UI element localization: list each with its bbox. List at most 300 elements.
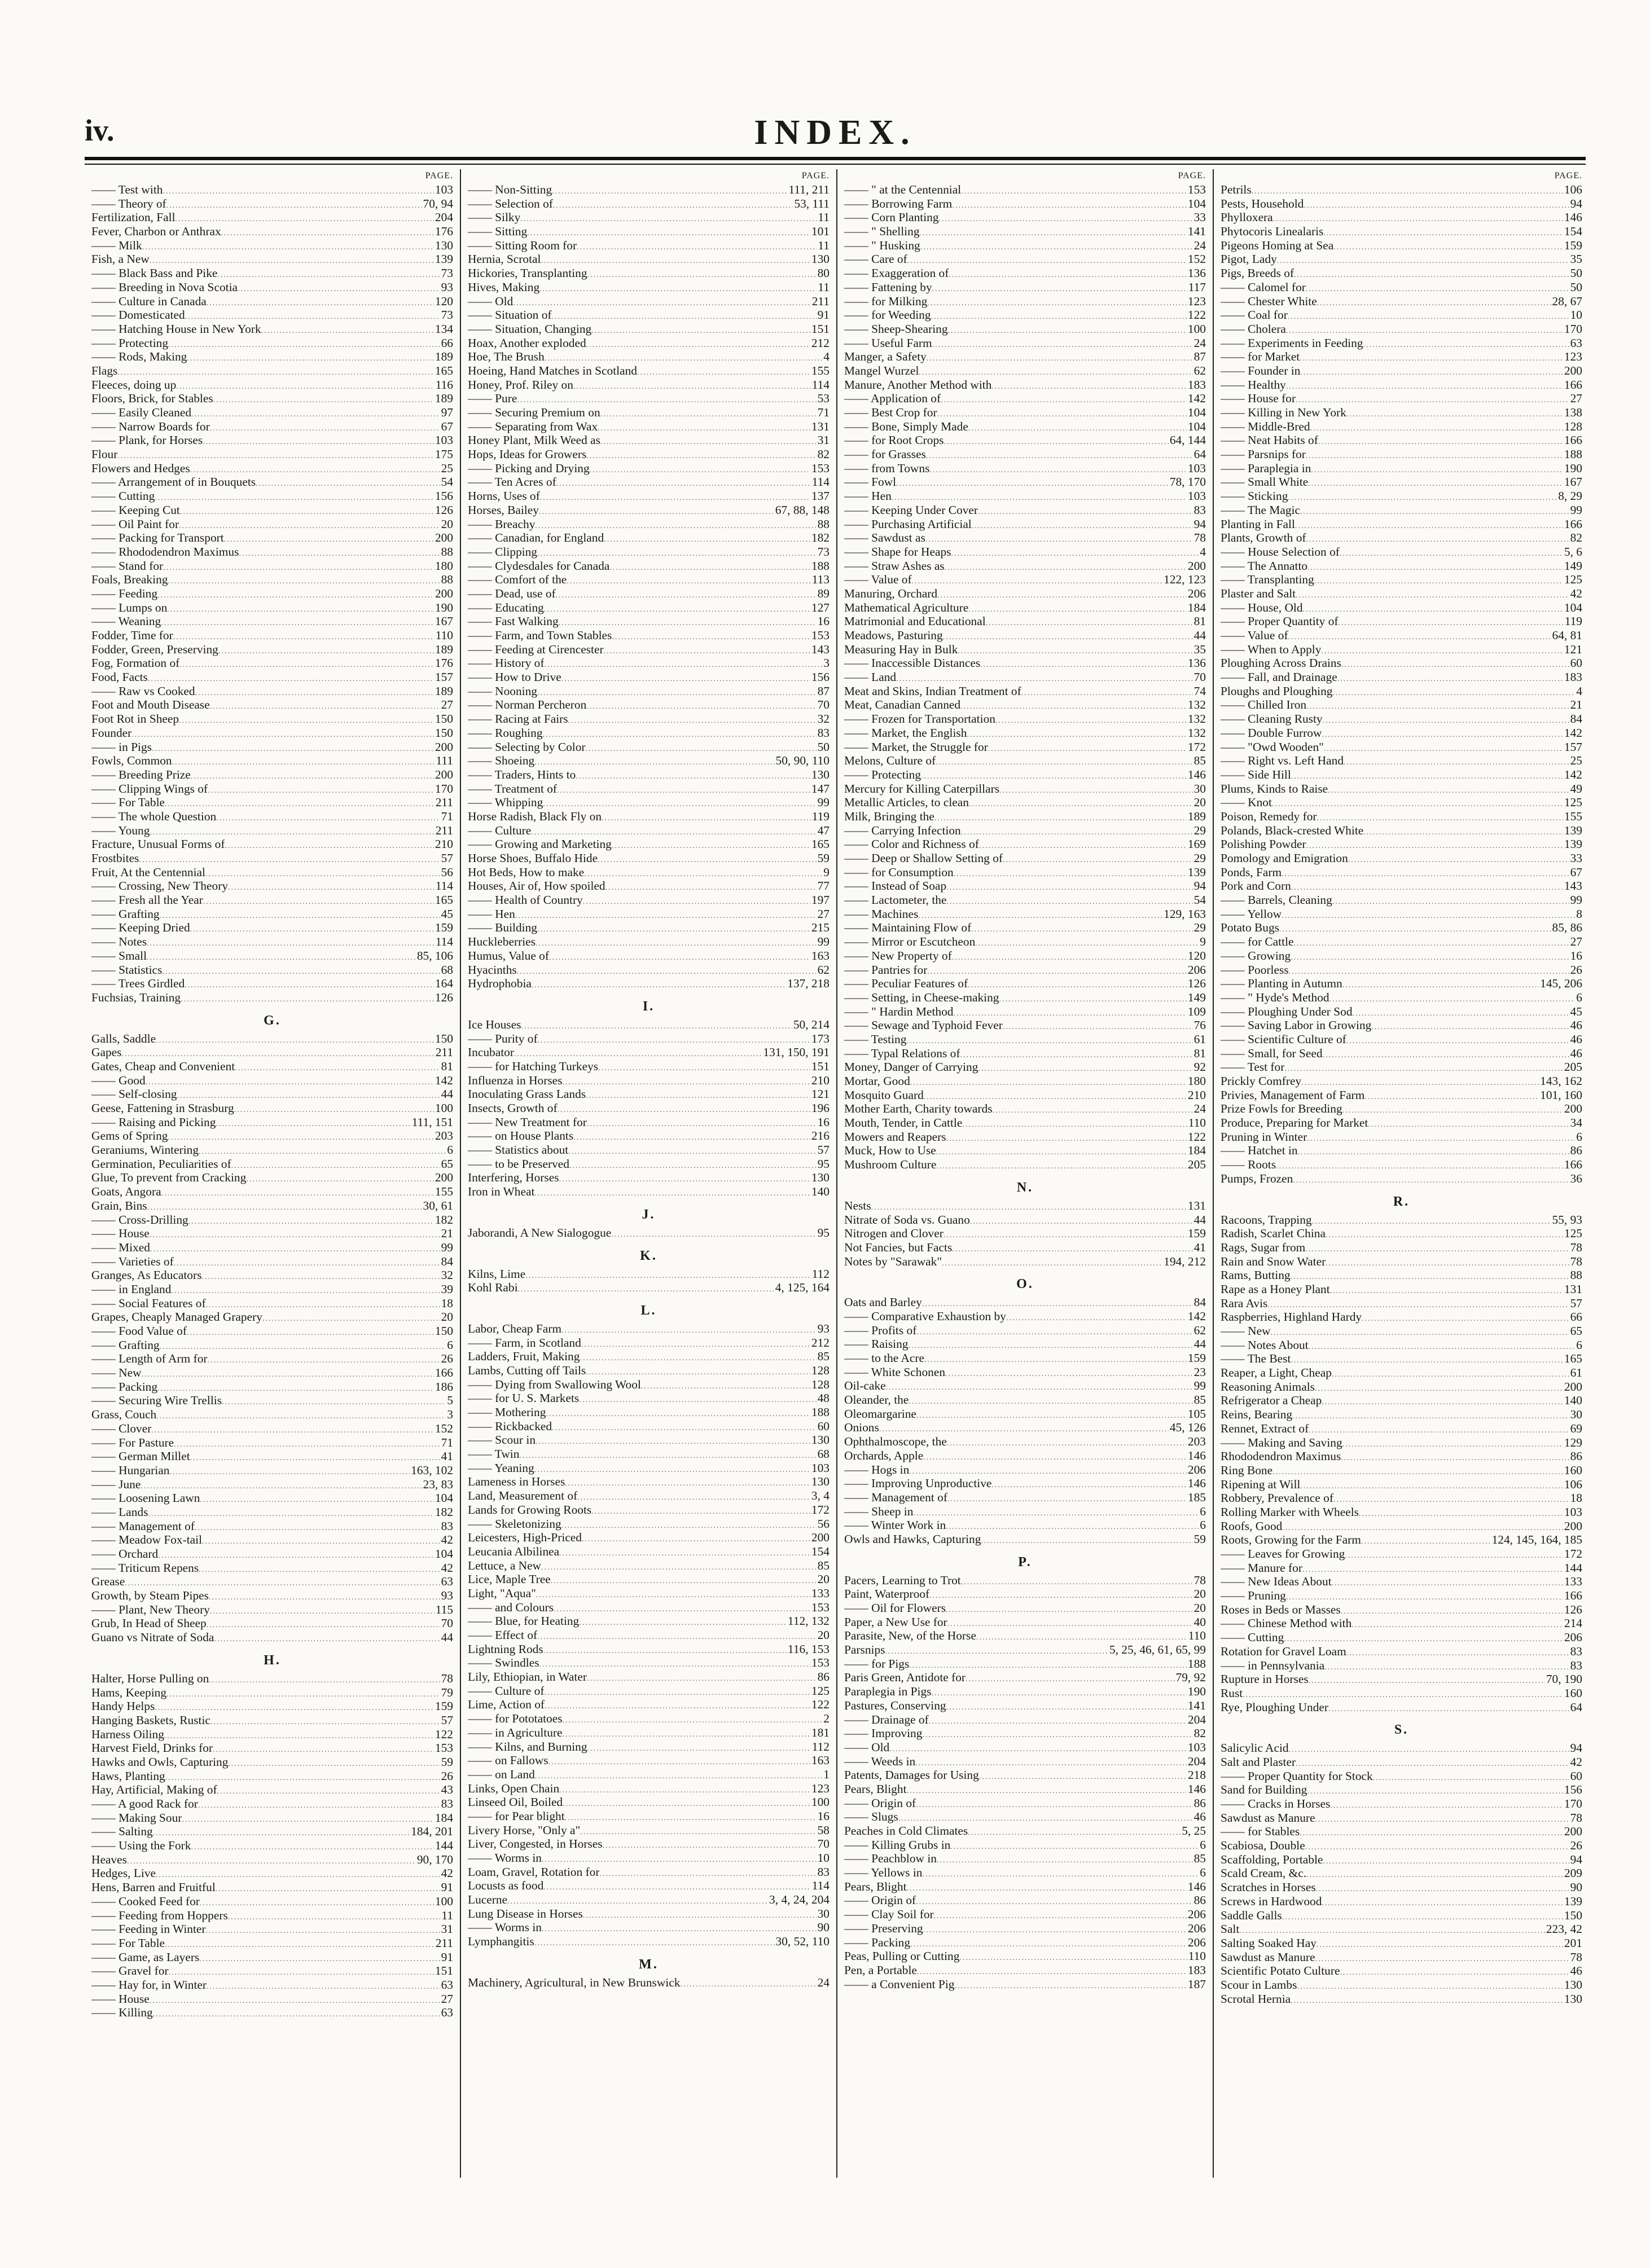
index-entry bbox=[1221, 308, 1582, 322]
index-entry bbox=[91, 461, 453, 476]
entry-page: 11 bbox=[818, 238, 830, 252]
entry-page: 125 bbox=[1564, 1227, 1582, 1241]
entry-page: 146 bbox=[1187, 1476, 1206, 1491]
entry-page: 125 bbox=[811, 1684, 830, 1698]
dot-leader bbox=[1291, 1271, 1569, 1282]
entry-page: 173 bbox=[811, 1031, 830, 1045]
index-entry bbox=[1221, 447, 1582, 461]
dot-leader bbox=[1006, 1312, 1187, 1324]
entry-title: —— to the Acre bbox=[844, 1351, 924, 1365]
entry-title: Growth, by Steam Pipes bbox=[91, 1589, 209, 1603]
entry-title: Ice Houses bbox=[468, 1017, 521, 1031]
dot-leader bbox=[976, 1631, 1187, 1643]
section-letter: R. bbox=[1393, 1194, 1410, 1209]
entry-title: Meadows, Pasturing bbox=[844, 628, 943, 642]
index-entry bbox=[91, 1699, 453, 1713]
entry-title: —— " Hardin Method bbox=[844, 1004, 954, 1018]
index-entry bbox=[468, 879, 830, 893]
dot-leader bbox=[579, 1394, 816, 1405]
entry-title: Hens, Barren and Fruitful bbox=[91, 1880, 216, 1895]
dot-leader bbox=[176, 380, 434, 392]
entry-page: 49 bbox=[1570, 781, 1582, 795]
dot-leader bbox=[1316, 1883, 1569, 1895]
entry-page: 211 bbox=[435, 1936, 453, 1950]
dot-leader bbox=[559, 1547, 810, 1559]
dot-leader bbox=[540, 491, 810, 503]
index-entry bbox=[844, 837, 1206, 851]
entry-title: Milk, Bringing the bbox=[844, 809, 934, 823]
dot-leader bbox=[180, 506, 434, 517]
dot-leader bbox=[158, 1549, 434, 1561]
dot-leader bbox=[558, 1104, 810, 1115]
entry-page: 114 bbox=[811, 1879, 830, 1893]
entry-page: 63 bbox=[1570, 336, 1582, 350]
dot-leader bbox=[951, 547, 1199, 559]
entry-page: 27 bbox=[1570, 935, 1582, 949]
dot-leader bbox=[148, 1507, 434, 1519]
entry-title: Liver, Congested, in Horses bbox=[468, 1837, 603, 1851]
dot-leader bbox=[544, 658, 822, 670]
entry-title: Mowers and Reapers bbox=[844, 1129, 946, 1144]
dot-leader bbox=[150, 826, 434, 838]
entry-title: Pomology and Emigration bbox=[1221, 851, 1348, 865]
entry-title: Hoeing, Hand Matches in Scotland bbox=[468, 363, 638, 377]
index-entry bbox=[91, 517, 453, 531]
index-entry bbox=[91, 1825, 453, 1839]
index-entry bbox=[91, 210, 453, 225]
index-entry bbox=[1221, 824, 1582, 838]
entry-title: —— Pruning bbox=[1221, 1589, 1286, 1603]
entry-page: 20 bbox=[817, 1628, 830, 1642]
entry-title: Not Fancies, but Facts bbox=[844, 1240, 953, 1254]
entry-title: Peaches in Cold Climates bbox=[844, 1824, 968, 1838]
dot-leader bbox=[539, 283, 817, 295]
entry-title: Hydrophobia bbox=[468, 977, 532, 991]
entry-page: 1 bbox=[823, 1767, 830, 1781]
index-entry bbox=[468, 308, 830, 322]
dot-leader bbox=[1279, 923, 1551, 935]
entry-page: 44 bbox=[1193, 628, 1206, 642]
entry-title: Nests bbox=[844, 1198, 871, 1212]
entry-page: 120 bbox=[435, 294, 453, 308]
entry-title: —— Feeding from Hoppers bbox=[91, 1908, 228, 1922]
index-entry bbox=[1221, 489, 1582, 503]
entry-page: 212 bbox=[811, 1335, 830, 1350]
entry-title: —— Situation, Changing bbox=[468, 322, 592, 336]
entry-page: 128 bbox=[811, 1377, 830, 1391]
dot-leader bbox=[1304, 199, 1569, 211]
dot-leader bbox=[161, 1187, 434, 1199]
entry-title: Pigeons Homing at Sea bbox=[1221, 238, 1334, 252]
index-entry bbox=[1221, 1645, 1582, 1659]
entry-title: Leucania Albilinea bbox=[468, 1544, 560, 1558]
entry-page: 93 bbox=[441, 1589, 453, 1603]
entry-title: Salt and Plaster bbox=[1221, 1755, 1296, 1769]
entry-title: —— Lumps on bbox=[91, 600, 168, 614]
dot-leader bbox=[1322, 1897, 1563, 1909]
entry-page: 97 bbox=[441, 406, 453, 419]
index-entry bbox=[844, 252, 1206, 266]
index-entry bbox=[844, 879, 1206, 893]
entry-page: 43 bbox=[441, 1783, 453, 1797]
entry-page: 67, 88, 148 bbox=[775, 503, 830, 517]
entry-page: 4 bbox=[823, 350, 830, 364]
entry-page: 57 bbox=[817, 1143, 830, 1157]
entry-title: —— Manure for bbox=[1221, 1561, 1302, 1575]
dot-leader bbox=[605, 881, 817, 893]
dot-leader bbox=[947, 1493, 1187, 1505]
dot-leader bbox=[543, 1881, 810, 1893]
index-entry bbox=[468, 1143, 830, 1157]
entry-title: Hops, Ideas for Growers bbox=[468, 447, 587, 461]
index-entry bbox=[1221, 531, 1582, 545]
index-entry bbox=[1221, 614, 1582, 628]
entry-title: Rain and Snow Water bbox=[1221, 1254, 1326, 1268]
dot-leader bbox=[168, 575, 440, 587]
entry-page: 70 bbox=[1193, 670, 1206, 684]
dot-leader bbox=[910, 1076, 1187, 1088]
index-entry bbox=[1221, 1047, 1582, 1061]
entry-page: 140 bbox=[1564, 1394, 1582, 1408]
index-entry bbox=[1221, 183, 1582, 197]
entry-page: 88 bbox=[817, 517, 830, 531]
dot-leader bbox=[948, 324, 1187, 336]
entry-page: 18 bbox=[441, 1296, 453, 1310]
index-entry bbox=[91, 1616, 453, 1630]
index-entry bbox=[91, 1686, 453, 1700]
entry-page: 121 bbox=[1564, 642, 1582, 656]
dot-leader bbox=[553, 199, 793, 211]
entry-page: 130 bbox=[811, 1433, 830, 1447]
dot-leader bbox=[1315, 1813, 1569, 1825]
entry-title: —— Sheep in bbox=[844, 1504, 914, 1518]
dot-leader bbox=[981, 1535, 1192, 1546]
index-entry bbox=[468, 601, 830, 615]
index-entry bbox=[468, 1935, 830, 1949]
dot-leader bbox=[544, 1686, 810, 1698]
entry-title: Ring Bone bbox=[1221, 1463, 1273, 1477]
entry-page: 92 bbox=[1193, 1060, 1206, 1074]
entry-page: 86 bbox=[1570, 1449, 1582, 1463]
entry-page: 44 bbox=[1193, 1337, 1206, 1351]
dot-leader bbox=[931, 1687, 1186, 1699]
entry-title: —— Chinese Method with bbox=[1221, 1616, 1352, 1630]
dot-leader bbox=[551, 1575, 817, 1586]
dot-leader bbox=[968, 1826, 1181, 1838]
entry-page: 59 bbox=[817, 851, 830, 865]
entry-page: 187 bbox=[1187, 1977, 1206, 1991]
section-letter: S. bbox=[1394, 1722, 1409, 1738]
index-entry bbox=[468, 824, 830, 838]
index-entry bbox=[468, 322, 830, 336]
dot-leader bbox=[602, 812, 811, 824]
entry-title: Rennet, Extract of bbox=[1221, 1421, 1309, 1435]
dot-leader bbox=[1296, 589, 1569, 601]
index-entry bbox=[844, 197, 1206, 211]
entry-page: 54 bbox=[1193, 893, 1206, 907]
index-entry bbox=[844, 1671, 1206, 1685]
index-entry bbox=[844, 698, 1206, 712]
index-entry bbox=[91, 1101, 453, 1115]
entry-page: 134 bbox=[435, 322, 453, 336]
index-entry bbox=[1221, 949, 1582, 963]
dot-leader bbox=[520, 213, 817, 225]
entry-title: —— How to Drive bbox=[468, 670, 561, 684]
entry-page: 78 bbox=[1570, 1240, 1582, 1254]
dot-leader bbox=[171, 1285, 440, 1296]
dot-leader bbox=[217, 1785, 440, 1797]
dot-leader bbox=[234, 1104, 434, 1115]
index-entry bbox=[468, 1531, 830, 1545]
entry-title: —— Twin bbox=[468, 1447, 520, 1461]
entry-title: Mother Earth, Charity towards bbox=[844, 1102, 993, 1116]
index-entry bbox=[91, 1074, 453, 1088]
index-entry bbox=[1221, 1616, 1582, 1630]
index-entry bbox=[91, 1839, 453, 1853]
entry-title: —— Test for bbox=[1221, 1060, 1285, 1074]
entry-page: 64 bbox=[1570, 1700, 1582, 1714]
entry-page: 70, 94 bbox=[423, 196, 453, 210]
dot-leader bbox=[1359, 1507, 1563, 1519]
entry-page: 143 bbox=[1564, 879, 1582, 893]
entry-title: —— New Treatment for bbox=[468, 1115, 587, 1129]
entry-title: —— Winter Work in bbox=[844, 1518, 946, 1532]
index-entry bbox=[468, 810, 830, 824]
dot-leader bbox=[923, 1451, 1187, 1463]
entry-page: 159 bbox=[1187, 1351, 1206, 1365]
entry-page: 84 bbox=[1570, 712, 1582, 726]
index-entry bbox=[1221, 1449, 1582, 1463]
entry-page: 104 bbox=[435, 1491, 453, 1505]
dot-leader bbox=[205, 868, 440, 880]
entry-title: Machinery, Agricultural, in New Brunswick bbox=[468, 1975, 681, 1989]
entry-title: —— Game, as Layers bbox=[91, 1950, 200, 1964]
entry-page: 68 bbox=[817, 1447, 830, 1461]
entry-page: 142 bbox=[435, 1073, 453, 1087]
index-entry bbox=[468, 1226, 830, 1240]
entry-title: Rust bbox=[1221, 1686, 1243, 1700]
index-entry bbox=[1221, 1895, 1582, 1909]
entry-title: Sand for Building bbox=[1221, 1783, 1307, 1797]
entry-page: 139 bbox=[435, 252, 453, 266]
entry-title: —— Neat Habits of bbox=[1221, 433, 1318, 447]
dot-leader bbox=[925, 533, 1193, 545]
dot-leader bbox=[988, 742, 1187, 754]
entry-page: 100 bbox=[811, 1795, 830, 1809]
entry-page: 164 bbox=[435, 977, 453, 991]
dot-leader bbox=[152, 742, 434, 754]
entry-page: 81 bbox=[1193, 614, 1206, 628]
entry-page: 91 bbox=[817, 308, 830, 322]
index-entry bbox=[91, 1352, 453, 1366]
entry-title: Gapes bbox=[91, 1045, 122, 1060]
entry-title: Manger, a Safety bbox=[844, 350, 927, 364]
entry-title: Rape as a Honey Plant bbox=[1221, 1282, 1330, 1296]
index-entry bbox=[844, 1476, 1206, 1491]
index-entry bbox=[91, 489, 453, 503]
dot-leader bbox=[1267, 1299, 1569, 1311]
entry-title: —— Right vs. Left Hand bbox=[1221, 754, 1344, 768]
entry-page: 112 bbox=[811, 1267, 830, 1281]
entry-title: —— Raw vs Cooked bbox=[91, 684, 195, 698]
dot-leader bbox=[174, 1438, 440, 1450]
entry-title: —— Narrow Boards for bbox=[91, 419, 210, 433]
index-entry bbox=[91, 1157, 453, 1171]
entry-title: Hams, Keeping bbox=[91, 1685, 167, 1699]
dot-leader bbox=[1276, 1160, 1563, 1172]
dot-leader bbox=[641, 1380, 810, 1392]
index-entry bbox=[91, 1936, 453, 1950]
index-entry bbox=[1221, 420, 1582, 434]
entry-title: Lung Disease in Horses bbox=[468, 1906, 583, 1920]
dot-leader bbox=[583, 1909, 817, 1921]
entry-title: —— Sitting bbox=[468, 225, 528, 239]
entry-title: —— Saving Labor in Growing bbox=[1221, 1018, 1372, 1032]
entry-title: —— Inaccessible Distances bbox=[844, 656, 981, 670]
entry-title: —— Hatchet in bbox=[1221, 1144, 1298, 1158]
index-entry bbox=[1221, 1296, 1582, 1311]
entry-title: —— Whipping bbox=[468, 795, 543, 810]
entry-title: —— Swindles bbox=[468, 1656, 539, 1670]
entry-title: —— House bbox=[91, 1992, 150, 2006]
entry-title: —— Scientific Culture of bbox=[1221, 1032, 1346, 1046]
index-entry bbox=[91, 893, 453, 907]
dot-leader bbox=[179, 520, 440, 531]
dot-leader bbox=[1307, 561, 1563, 573]
index-entry bbox=[844, 336, 1206, 350]
entry-title: —— Land bbox=[844, 670, 897, 684]
index-entry bbox=[1221, 1659, 1582, 1673]
entry-page: 44 bbox=[441, 1087, 453, 1101]
dot-leader bbox=[611, 1228, 816, 1240]
entry-title: Paper, a New Use for bbox=[844, 1615, 947, 1629]
entry-title: —— Growing and Marketing bbox=[468, 837, 612, 851]
entry-title: —— for Pigs bbox=[844, 1656, 910, 1671]
dot-leader bbox=[187, 352, 434, 364]
entry-title: Screws in Hardwood bbox=[1221, 1894, 1322, 1908]
dot-leader bbox=[121, 1048, 434, 1060]
entry-page: 6 bbox=[1576, 1338, 1582, 1352]
index-entry bbox=[844, 601, 1206, 615]
entry-page: 214 bbox=[1564, 1616, 1582, 1630]
dot-leader bbox=[147, 1201, 422, 1213]
index-entry bbox=[468, 1378, 830, 1392]
dot-leader bbox=[1323, 1855, 1569, 1867]
dot-leader bbox=[946, 1520, 1199, 1532]
dot-leader bbox=[967, 728, 1186, 740]
index-entry bbox=[91, 1713, 453, 1728]
index-entry bbox=[91, 1449, 453, 1463]
index-entry bbox=[468, 573, 830, 587]
dot-leader bbox=[167, 603, 434, 615]
entry-page: 62 bbox=[1193, 363, 1206, 377]
dot-leader bbox=[1351, 1619, 1563, 1630]
index-entry bbox=[1221, 322, 1582, 336]
entry-title: —— Paraplegia in bbox=[1221, 461, 1311, 475]
entry-page: 99 bbox=[1193, 1379, 1206, 1393]
index-entry bbox=[1221, 1811, 1582, 1825]
entry-page: 186 bbox=[435, 1379, 453, 1394]
entry-title: —— Grafting bbox=[91, 1338, 160, 1352]
entry-title: —— Application of bbox=[844, 392, 941, 406]
dot-leader bbox=[206, 1299, 440, 1311]
dot-leader bbox=[1300, 1827, 1563, 1839]
dot-leader bbox=[1284, 1633, 1563, 1645]
entry-title: —— The Best bbox=[1221, 1352, 1291, 1366]
index-entry bbox=[844, 1518, 1206, 1532]
entry-title: Planting in Fall bbox=[1221, 517, 1295, 531]
index-entry bbox=[468, 1782, 830, 1796]
index-entry bbox=[468, 1823, 830, 1838]
header-rule-thick bbox=[85, 157, 1586, 160]
entry-title: Fruit, At the Centennial bbox=[91, 865, 205, 879]
entry-page: 20 bbox=[441, 517, 453, 531]
entry-title: —— Norman Percheron bbox=[468, 698, 587, 712]
index-entry bbox=[468, 893, 830, 907]
index-entry bbox=[1221, 1018, 1582, 1032]
entry-title: —— For Table bbox=[91, 795, 165, 810]
index-entry bbox=[468, 614, 830, 628]
entry-page: 165 bbox=[435, 893, 453, 907]
index-entry bbox=[844, 1810, 1206, 1824]
index-entry bbox=[91, 1561, 453, 1575]
index-entry bbox=[1221, 1478, 1582, 1492]
entry-title: —— from Towns bbox=[844, 461, 930, 475]
dot-leader bbox=[1333, 241, 1563, 253]
entry-page: 132 bbox=[1187, 712, 1206, 726]
index-entry bbox=[844, 1407, 1206, 1421]
dot-leader bbox=[892, 491, 1187, 503]
entry-page: 45 bbox=[1570, 1004, 1582, 1018]
index-entry bbox=[91, 447, 453, 461]
dot-leader bbox=[946, 1603, 1193, 1615]
dot-leader bbox=[1294, 937, 1569, 949]
entry-page: 157 bbox=[435, 670, 453, 684]
dot-leader bbox=[946, 1132, 1187, 1144]
dot-leader bbox=[163, 561, 434, 573]
entry-page: 50 bbox=[1570, 266, 1582, 280]
entry-page: 93 bbox=[441, 280, 453, 294]
entry-page: 128 bbox=[811, 1363, 830, 1377]
dot-leader bbox=[1284, 1062, 1563, 1074]
entry-title: Pests, Household bbox=[1221, 196, 1304, 210]
entry-title: —— Nooning bbox=[468, 684, 537, 698]
dot-leader bbox=[975, 937, 1199, 949]
entry-title: Grease bbox=[91, 1575, 125, 1589]
entry-page: 103 bbox=[1187, 489, 1206, 503]
index-entry bbox=[844, 1629, 1206, 1643]
entry-page: 122 bbox=[1187, 308, 1206, 322]
entry-page: 64 bbox=[1193, 447, 1206, 461]
index-entry bbox=[1221, 587, 1582, 601]
entry-page: 156 bbox=[1564, 1783, 1582, 1797]
dot-leader bbox=[1286, 380, 1563, 392]
dot-leader bbox=[552, 310, 817, 322]
index-entry bbox=[1221, 406, 1582, 420]
entry-page: 146 bbox=[1564, 210, 1582, 225]
dot-leader bbox=[927, 352, 1193, 364]
index-entry bbox=[468, 656, 830, 670]
entry-page: 24 bbox=[1193, 1102, 1206, 1116]
dot-leader bbox=[238, 283, 440, 295]
dot-leader bbox=[561, 1324, 817, 1336]
entry-page: 152 bbox=[435, 1421, 453, 1435]
entry-title: Plants, Growth of bbox=[1221, 531, 1306, 545]
dot-leader bbox=[586, 1366, 810, 1378]
index-entry bbox=[468, 1753, 830, 1768]
index-entry bbox=[844, 225, 1206, 239]
dot-leader bbox=[1317, 1939, 1563, 1950]
